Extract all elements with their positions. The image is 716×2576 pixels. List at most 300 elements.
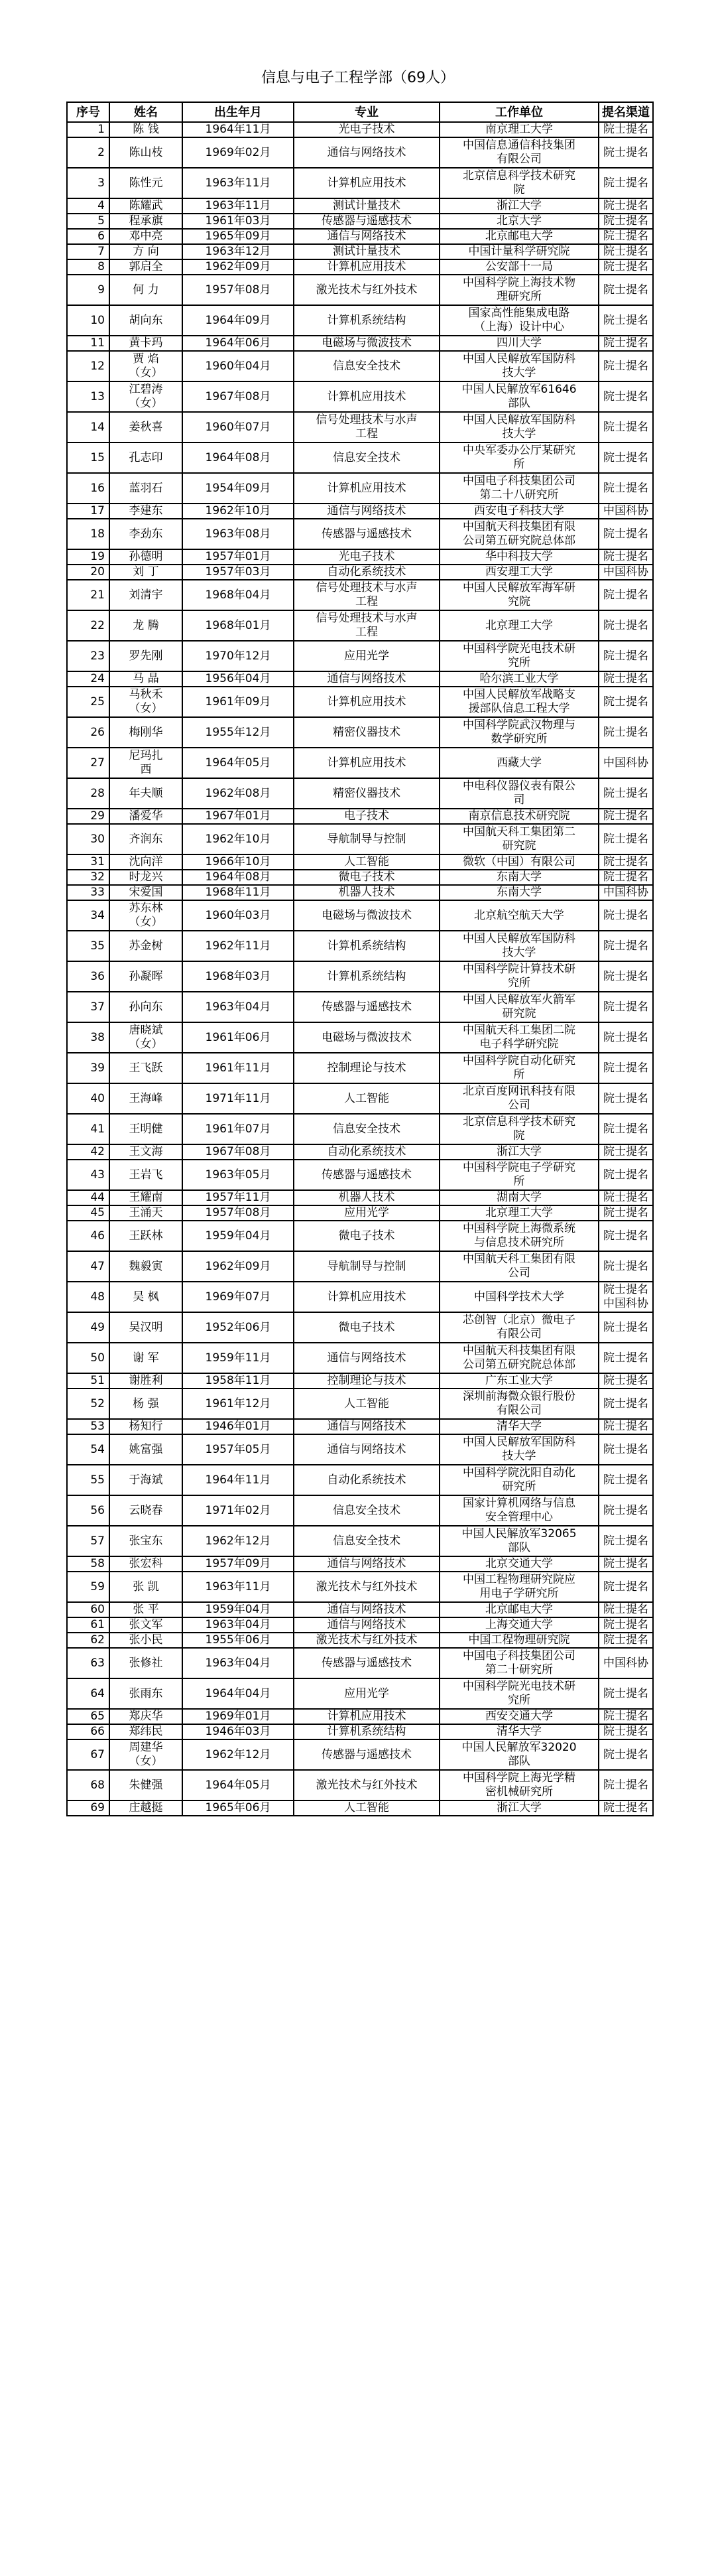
row-channel: 院士提名 (599, 1526, 653, 1556)
table-row (67, 1800, 653, 1816)
row-index: 24 (67, 671, 109, 687)
row-employer: 中国人民解放军国防科 技大学 (440, 351, 599, 381)
row-channel: 院士提名 (599, 442, 653, 473)
row-birth: 1954年09月 (182, 473, 294, 504)
row-channel: 院士提名 (599, 1160, 653, 1190)
row-index: 55 (67, 1465, 109, 1495)
row-specialty: 计算机应用技术 (294, 473, 440, 504)
table-row (67, 351, 653, 381)
row-employer: 北京百度网讯科技有限 公司 (440, 1083, 599, 1114)
table-row (67, 1633, 653, 1648)
row-specialty: 传感器与遥感技术 (294, 1739, 440, 1770)
row-index: 39 (67, 1053, 109, 1083)
row-birth: 1963年11月 (182, 198, 294, 214)
row-name: 王海峰 (109, 1083, 182, 1114)
row-channel: 院士提名 (599, 214, 653, 229)
row-employer: 中国科学院计算技术研 究所 (440, 961, 599, 992)
table-header-row (67, 102, 653, 122)
row-name: 杨知行 (109, 1419, 182, 1434)
row-index: 43 (67, 1160, 109, 1190)
table-row (67, 122, 653, 137)
header-employer: 工作单位 (440, 102, 599, 122)
row-employer: 湖南大学 (440, 1190, 599, 1205)
row-channel: 院士提名 (599, 1617, 653, 1633)
table-row (67, 412, 653, 442)
row-birth: 1967年08月 (182, 381, 294, 412)
row-birth: 1961年06月 (182, 1022, 294, 1053)
nominee-table (66, 102, 654, 1816)
row-name: 蓝羽石 (109, 473, 182, 504)
row-birth: 1964年08月 (182, 870, 294, 885)
table-row (67, 1343, 653, 1373)
row-specialty: 通信与网络技术 (294, 1434, 440, 1465)
row-specialty: 控制理论与技术 (294, 1373, 440, 1389)
row-index: 27 (67, 748, 109, 778)
row-name: 邓中亮 (109, 229, 182, 244)
row-birth: 1965年09月 (182, 229, 294, 244)
row-employer: 中国航天科工集团二院 电子科学研究院 (440, 1022, 599, 1053)
row-index: 29 (67, 809, 109, 824)
row-specialty: 计算机应用技术 (294, 1282, 440, 1312)
row-channel: 院士提名 (599, 992, 653, 1022)
row-name: 吴 枫 (109, 1282, 182, 1312)
row-employer: 中国人民解放军战略支 援部队信息工程大学 (440, 687, 599, 717)
row-birth: 1969年01月 (182, 1709, 294, 1724)
row-employer: 中国人民解放军国防科 技大学 (440, 412, 599, 442)
header-specialty: 专业 (294, 102, 440, 122)
row-birth: 1956年04月 (182, 671, 294, 687)
row-channel: 中国科协 (599, 504, 653, 519)
row-employer: 中国信息通信科技集团 有限公司 (440, 137, 599, 168)
row-name: 魏毅寅 (109, 1251, 182, 1282)
row-birth: 1952年06月 (182, 1312, 294, 1343)
row-birth: 1966年10月 (182, 854, 294, 870)
row-index: 20 (67, 565, 109, 580)
row-employer: 东南大学 (440, 870, 599, 885)
table-row (67, 336, 653, 351)
row-birth: 1964年04月 (182, 1678, 294, 1709)
table-row (67, 1282, 653, 1312)
table-row (67, 473, 653, 504)
row-specialty: 信号处理技术与水声 工程 (294, 610, 440, 641)
row-index: 53 (67, 1419, 109, 1434)
row-name: 姜秋喜 (109, 412, 182, 442)
row-name: 郭启全 (109, 259, 182, 275)
row-specialty: 信息安全技术 (294, 1526, 440, 1556)
row-birth: 1962年09月 (182, 1251, 294, 1282)
row-employer: 华中科技大学 (440, 549, 599, 565)
row-specialty: 计算机系统结构 (294, 931, 440, 961)
table-row (67, 824, 653, 854)
row-name: 朱健强 (109, 1770, 182, 1800)
row-index: 66 (67, 1724, 109, 1739)
row-name: 陈性元 (109, 168, 182, 198)
row-index: 63 (67, 1648, 109, 1678)
row-birth: 1963年04月 (182, 1648, 294, 1678)
header-index: 序号 (67, 102, 109, 122)
table-body (67, 122, 653, 1816)
row-employer: 西藏大学 (440, 748, 599, 778)
row-employer: 清华大学 (440, 1724, 599, 1739)
row-specialty: 计算机应用技术 (294, 259, 440, 275)
table-row (67, 854, 653, 870)
row-channel: 院士提名 (599, 1419, 653, 1434)
row-channel: 院士提名 (599, 671, 653, 687)
row-index: 40 (67, 1083, 109, 1114)
header-birth: 出生年月 (182, 102, 294, 122)
row-birth: 1961年03月 (182, 214, 294, 229)
row-employer: 广东工业大学 (440, 1373, 599, 1389)
row-name: 张雨东 (109, 1678, 182, 1709)
row-employer: 中国计量科学研究院 (440, 244, 599, 259)
row-birth: 1957年05月 (182, 1434, 294, 1465)
row-channel: 院士提名 (599, 809, 653, 824)
row-index: 60 (67, 1602, 109, 1617)
row-specialty: 通信与网络技术 (294, 671, 440, 687)
row-employer: 中国科学院上海光学精 密机械研究所 (440, 1770, 599, 1800)
row-specialty: 信号处理技术与水声 工程 (294, 412, 440, 442)
row-index: 10 (67, 305, 109, 336)
row-employer: 北京大学 (440, 214, 599, 229)
table-row (67, 1312, 653, 1343)
row-employer: 微软（中国）有限公司 (440, 854, 599, 870)
row-channel: 院士提名 (599, 1770, 653, 1800)
row-channel: 院士提名 (599, 305, 653, 336)
row-name: 苏东林 （女） (109, 900, 182, 931)
row-specialty: 计算机系统结构 (294, 961, 440, 992)
row-birth: 1959年04月 (182, 1221, 294, 1251)
row-specialty: 传感器与遥感技术 (294, 519, 440, 549)
row-name: 云晓春 (109, 1495, 182, 1526)
row-name: 龙 腾 (109, 610, 182, 641)
row-index: 16 (67, 473, 109, 504)
row-index: 68 (67, 1770, 109, 1800)
row-channel: 院士提名 (599, 1633, 653, 1648)
row-name: 孙凝晖 (109, 961, 182, 992)
row-channel: 院士提名 (599, 1343, 653, 1373)
table-row (67, 519, 653, 549)
row-channel: 院士提名 (599, 1022, 653, 1053)
table-row (67, 504, 653, 519)
row-name: 孙德明 (109, 549, 182, 565)
table-row (67, 687, 653, 717)
row-name: 宋爱国 (109, 885, 182, 900)
row-specialty: 通信与网络技术 (294, 1556, 440, 1572)
row-name: 梅刚华 (109, 717, 182, 748)
row-channel: 院士提名 (599, 1114, 653, 1144)
row-index: 4 (67, 198, 109, 214)
table-row (67, 610, 653, 641)
row-employer: 中国人民解放军海军研 究院 (440, 580, 599, 610)
table-row (67, 885, 653, 900)
row-channel: 院士提名 (599, 1221, 653, 1251)
row-birth: 1962年08月 (182, 778, 294, 809)
row-birth: 1955年12月 (182, 717, 294, 748)
row-index: 65 (67, 1709, 109, 1724)
row-birth: 1962年12月 (182, 1526, 294, 1556)
row-channel: 院士提名 (599, 900, 653, 931)
row-index: 12 (67, 351, 109, 381)
row-name: 李建东 (109, 504, 182, 519)
row-channel: 院士提名 (599, 137, 653, 168)
row-index: 5 (67, 214, 109, 229)
row-channel: 院士提名 (599, 1556, 653, 1572)
row-employer: 中国科学院沈阳自动化 研究所 (440, 1465, 599, 1495)
table-row (67, 244, 653, 259)
row-birth: 1968年04月 (182, 580, 294, 610)
table-row (67, 549, 653, 565)
table-row (67, 1053, 653, 1083)
row-birth: 1969年02月 (182, 137, 294, 168)
row-specialty: 机器人技术 (294, 1190, 440, 1205)
row-employer: 中国科学院自动化研究 所 (440, 1053, 599, 1083)
row-index: 8 (67, 259, 109, 275)
page-title: 信息与电子工程学部（69人） (261, 70, 455, 86)
row-name: 苏金树 (109, 931, 182, 961)
row-index: 42 (67, 1144, 109, 1160)
row-specialty: 计算机应用技术 (294, 1709, 440, 1724)
row-name: 胡向东 (109, 305, 182, 336)
row-channel: 院士提名 (599, 1205, 653, 1221)
row-index: 45 (67, 1205, 109, 1221)
header-channel: 提名渠道 (599, 102, 653, 122)
row-index: 18 (67, 519, 109, 549)
row-birth: 1957年01月 (182, 549, 294, 565)
row-specialty: 测试计量技术 (294, 198, 440, 214)
row-birth: 1971年11月 (182, 1083, 294, 1114)
row-index: 62 (67, 1633, 109, 1648)
row-birth: 1964年05月 (182, 1770, 294, 1800)
row-index: 37 (67, 992, 109, 1022)
row-birth: 1961年11月 (182, 1053, 294, 1083)
row-name: 江碧涛 （女） (109, 381, 182, 412)
row-name: 张 平 (109, 1602, 182, 1617)
row-birth: 1959年11月 (182, 1343, 294, 1373)
row-name: 刘 丁 (109, 565, 182, 580)
row-employer: 西安电子科技大学 (440, 504, 599, 519)
table-row (67, 580, 653, 610)
table-row (67, 717, 653, 748)
row-employer: 中国人民解放军火箭军 研究院 (440, 992, 599, 1022)
row-specialty: 信息安全技术 (294, 442, 440, 473)
row-name: 王明健 (109, 1114, 182, 1144)
row-name: 姚富强 (109, 1434, 182, 1465)
row-channel: 院士提名 中国科协 (599, 1282, 653, 1312)
row-specialty: 信息安全技术 (294, 1114, 440, 1144)
row-index: 33 (67, 885, 109, 900)
row-birth: 1960年07月 (182, 412, 294, 442)
table-row (67, 198, 653, 214)
row-index: 32 (67, 870, 109, 885)
row-channel: 院士提名 (599, 961, 653, 992)
table-row (67, 1709, 653, 1724)
row-index: 11 (67, 336, 109, 351)
row-channel: 院士提名 (599, 259, 653, 275)
row-name: 陈耀武 (109, 198, 182, 214)
row-employer: 中电科仪器仪表有限公 司 (440, 778, 599, 809)
row-employer: 国家高性能集成电路 （上海）设计中心 (440, 305, 599, 336)
row-channel: 中国科协 (599, 565, 653, 580)
row-birth: 1968年01月 (182, 610, 294, 641)
row-name: 罗先刚 (109, 641, 182, 671)
table-row (67, 1144, 653, 1160)
row-specialty: 通信与网络技术 (294, 1343, 440, 1373)
row-birth: 1961年09月 (182, 687, 294, 717)
row-specialty: 人工智能 (294, 1389, 440, 1419)
row-name: 方 向 (109, 244, 182, 259)
row-channel: 院士提名 (599, 549, 653, 565)
row-index: 21 (67, 580, 109, 610)
row-employer: 中国人民解放军32065 部队 (440, 1526, 599, 1556)
row-index: 17 (67, 504, 109, 519)
row-name: 沈向洋 (109, 854, 182, 870)
row-index: 46 (67, 1221, 109, 1251)
row-specialty: 人工智能 (294, 1800, 440, 1816)
row-employer: 中央军委办公厅某研究 所 (440, 442, 599, 473)
row-channel: 院士提名 (599, 351, 653, 381)
row-birth: 1957年08月 (182, 1205, 294, 1221)
row-birth: 1962年10月 (182, 504, 294, 519)
row-index: 28 (67, 778, 109, 809)
row-index: 9 (67, 275, 109, 305)
row-employer: 中国工程物理研究院 (440, 1633, 599, 1648)
row-channel: 院士提名 (599, 1724, 653, 1739)
row-specialty: 光电子技术 (294, 549, 440, 565)
row-employer: 中国电子科技集团公司 第二十研究所 (440, 1648, 599, 1678)
row-channel: 院士提名 (599, 1190, 653, 1205)
row-specialty: 电磁场与微波技术 (294, 900, 440, 931)
row-channel: 院士提名 (599, 1572, 653, 1602)
row-employer: 中国航天科技集团有限 公司第五研究院总体部 (440, 519, 599, 549)
row-specialty: 传感器与遥感技术 (294, 214, 440, 229)
row-specialty: 应用光学 (294, 1205, 440, 1221)
row-birth: 1962年10月 (182, 824, 294, 854)
row-index: 36 (67, 961, 109, 992)
row-employer: 北京信息科学技术研究 院 (440, 168, 599, 198)
row-birth: 1960年04月 (182, 351, 294, 381)
row-specialty: 计算机应用技术 (294, 748, 440, 778)
row-index: 7 (67, 244, 109, 259)
row-birth: 1964年11月 (182, 122, 294, 137)
row-index: 6 (67, 229, 109, 244)
row-channel: 院士提名 (599, 931, 653, 961)
row-channel: 院士提名 (599, 870, 653, 885)
row-channel: 院士提名 (599, 381, 653, 412)
row-birth: 1960年03月 (182, 900, 294, 931)
row-channel: 院士提名 (599, 824, 653, 854)
row-name: 张宝东 (109, 1526, 182, 1556)
row-index: 49 (67, 1312, 109, 1343)
row-index: 34 (67, 900, 109, 931)
row-index: 38 (67, 1022, 109, 1053)
row-birth: 1964年11月 (182, 1465, 294, 1495)
row-specialty: 计算机系统结构 (294, 1724, 440, 1739)
row-birth: 1957年08月 (182, 275, 294, 305)
table-row (67, 442, 653, 473)
row-birth: 1969年07月 (182, 1282, 294, 1312)
row-employer: 南京信息技术研究院 (440, 809, 599, 824)
row-specialty: 计算机应用技术 (294, 168, 440, 198)
row-birth: 1964年08月 (182, 442, 294, 473)
row-birth: 1961年12月 (182, 1389, 294, 1419)
row-specialty: 信号处理技术与水声 工程 (294, 580, 440, 610)
row-name: 张 凯 (109, 1572, 182, 1602)
row-specialty: 电磁场与微波技术 (294, 336, 440, 351)
row-birth: 1963年04月 (182, 1617, 294, 1633)
row-birth: 1962年11月 (182, 931, 294, 961)
row-index: 1 (67, 122, 109, 137)
row-channel: 院士提名 (599, 1495, 653, 1526)
row-name: 王飞跃 (109, 1053, 182, 1083)
row-channel: 院士提名 (599, 1083, 653, 1114)
row-name: 齐润东 (109, 824, 182, 854)
row-name: 张小民 (109, 1633, 182, 1648)
row-index: 26 (67, 717, 109, 748)
row-specialty: 电磁场与微波技术 (294, 1022, 440, 1053)
table-row (67, 137, 653, 168)
row-specialty: 通信与网络技术 (294, 504, 440, 519)
table-row (67, 1160, 653, 1190)
row-specialty: 光电子技术 (294, 122, 440, 137)
row-employer: 浙江大学 (440, 1144, 599, 1160)
row-employer: 北京理工大学 (440, 1205, 599, 1221)
row-channel: 院士提名 (599, 275, 653, 305)
row-specialty: 通信与网络技术 (294, 1419, 440, 1434)
row-employer: 国家计算机网络与信息 安全管理中心 (440, 1495, 599, 1526)
row-name: 王岩飞 (109, 1160, 182, 1190)
row-channel: 中国科协 (599, 885, 653, 900)
row-birth: 1964年09月 (182, 305, 294, 336)
row-channel: 院士提名 (599, 1434, 653, 1465)
row-specialty: 传感器与遥感技术 (294, 992, 440, 1022)
table-row (67, 1205, 653, 1221)
row-specialty: 微电子技术 (294, 1221, 440, 1251)
row-channel: 院士提名 (599, 168, 653, 198)
row-specialty: 导航制导与控制 (294, 1251, 440, 1282)
row-name: 孔志印 (109, 442, 182, 473)
row-employer: 北京邮电大学 (440, 229, 599, 244)
row-index: 23 (67, 641, 109, 671)
row-birth: 1962年09月 (182, 259, 294, 275)
row-birth: 1963年08月 (182, 519, 294, 549)
row-employer: 中国科学院上海微系统 与信息技术研究所 (440, 1221, 599, 1251)
row-channel: 院士提名 (599, 854, 653, 870)
row-specialty: 激光技术与红外技术 (294, 275, 440, 305)
row-name: 唐晓斌 （女） (109, 1022, 182, 1053)
row-specialty: 通信与网络技术 (294, 229, 440, 244)
row-specialty: 人工智能 (294, 1083, 440, 1114)
row-name: 郑纬民 (109, 1724, 182, 1739)
row-channel: 院士提名 (599, 778, 653, 809)
row-name: 张修社 (109, 1648, 182, 1678)
row-specialty: 计算机应用技术 (294, 687, 440, 717)
row-name: 陈 钱 (109, 122, 182, 137)
row-index: 19 (67, 549, 109, 565)
row-channel: 院士提名 (599, 580, 653, 610)
row-specialty: 传感器与遥感技术 (294, 1648, 440, 1678)
row-index: 2 (67, 137, 109, 168)
table-row (67, 1022, 653, 1053)
table-row (67, 1724, 653, 1739)
row-birth: 1957年09月 (182, 1556, 294, 1572)
table-row (67, 1114, 653, 1144)
row-channel: 院士提名 (599, 1389, 653, 1419)
row-name: 黄卡玛 (109, 336, 182, 351)
table-row (67, 809, 653, 824)
row-name: 于海斌 (109, 1465, 182, 1495)
row-specialty: 通信与网络技术 (294, 1617, 440, 1633)
row-name: 谢 军 (109, 1343, 182, 1373)
